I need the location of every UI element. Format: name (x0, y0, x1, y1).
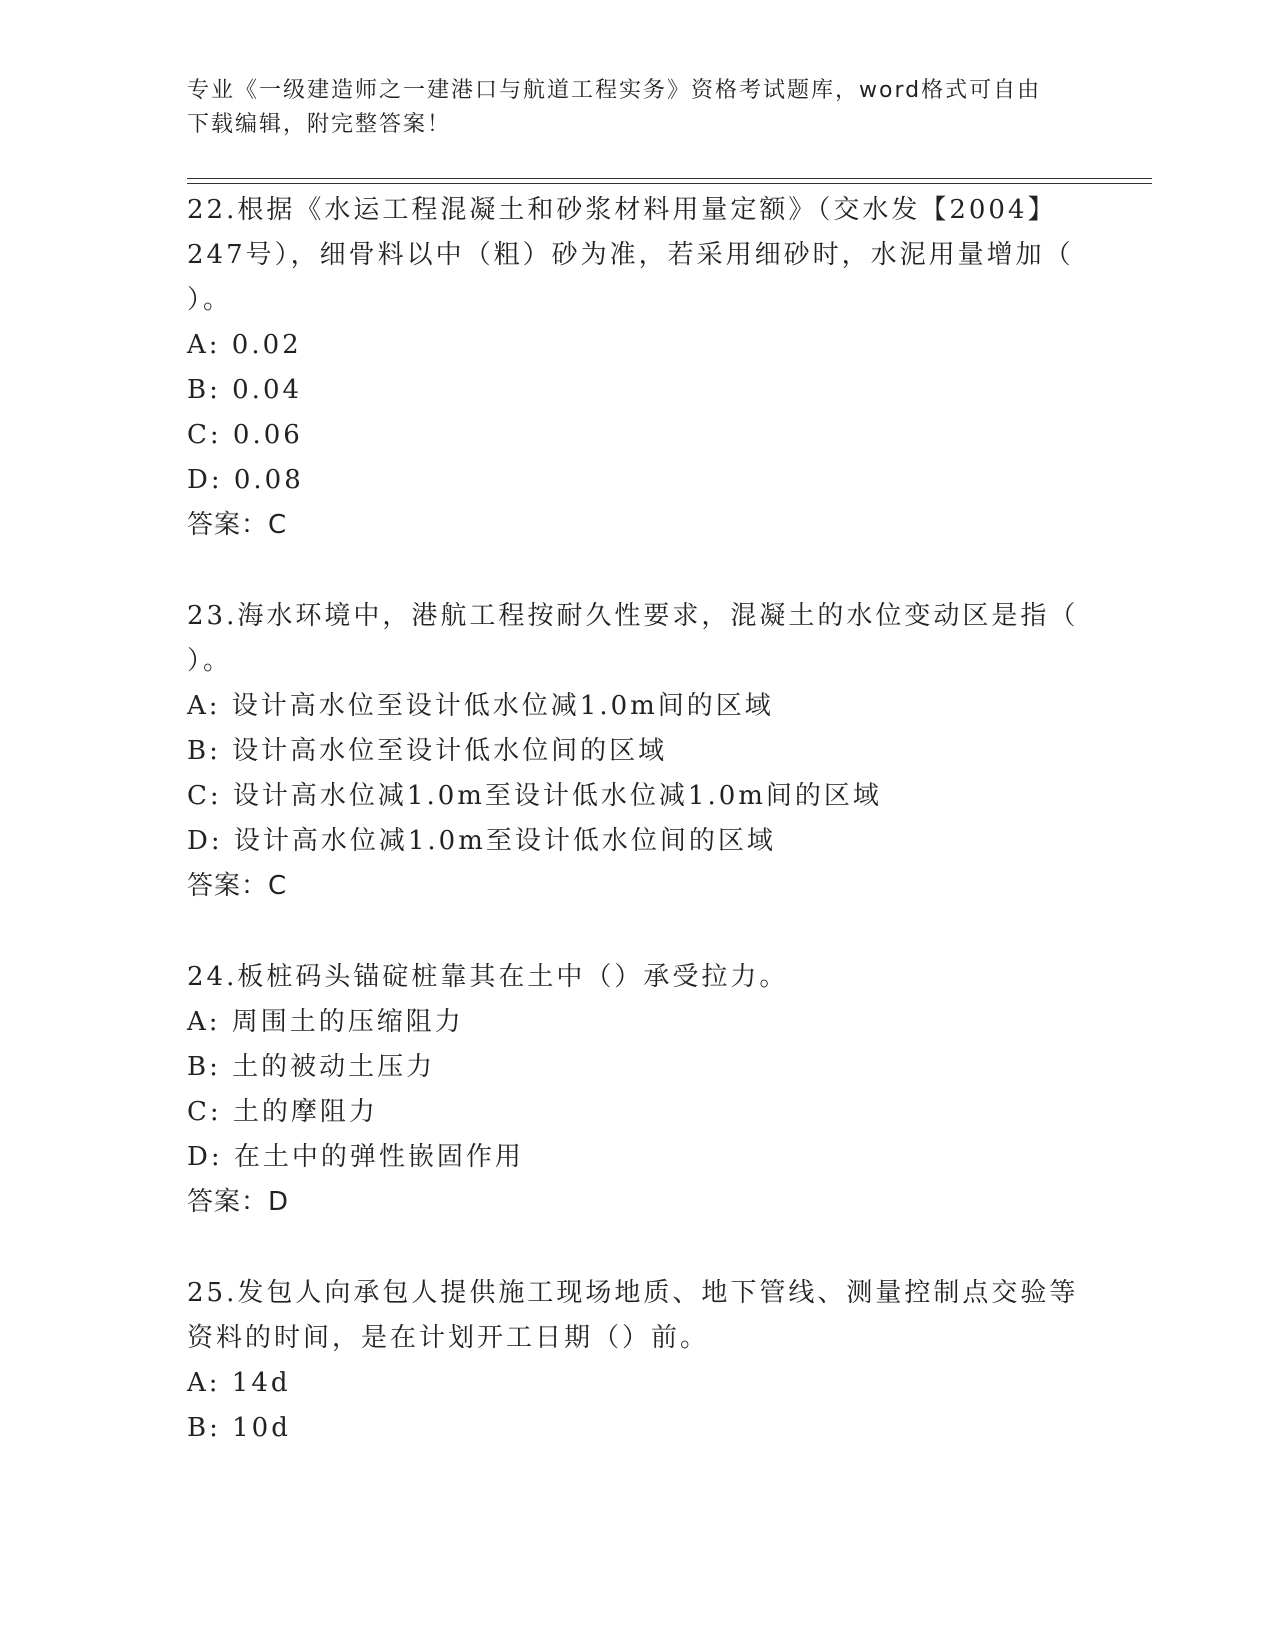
q23-answer: 答案：C (187, 871, 288, 901)
q22-option-c: C: 0.06 (187, 420, 303, 450)
header-divider-bottom (187, 183, 1152, 184)
q24-option-d: D: 在土中的弹性嵌固作用 (187, 1142, 524, 1172)
q23-option-d: D: 设计高水位减1.0m至设计低水位间的区域 (187, 826, 776, 856)
q22-stem-line-2: 247号），细骨料以中（粗）砂为准，若采用细砂时，水泥用量增加（ (187, 240, 1074, 270)
q24-answer: 答案：D (187, 1187, 290, 1217)
q22-option-a: A: 0.02 (187, 330, 302, 360)
q24-option-a: A: 周围土的压缩阻力 (187, 1007, 464, 1037)
q23-stem-line-1: 23.海水环境中，港航工程按耐久性要求，混凝土的水位变动区是指（ (187, 601, 1079, 631)
q22-stem-line-3: ）。 (187, 285, 233, 315)
q25-stem-line-1: 25.发包人向承包人提供施工现场地质、地下管线、测量控制点交验等 (187, 1278, 1079, 1308)
q25-option-a: A: 14d (187, 1368, 291, 1398)
q23-stem-line-2: ）。 (187, 646, 233, 676)
q24-option-b: B: 土的被动土压力 (187, 1052, 436, 1082)
q25-option-b: B: 10d (187, 1413, 291, 1443)
q22-stem-line-1: 22.根据《水运工程混凝土和砂浆材料用量定额》（交水发【2004】 (187, 195, 1057, 225)
header-line-2: 下载编辑，附完整答案！ (187, 112, 452, 137)
q24-option-c: C: 土的摩阻力 (187, 1097, 378, 1127)
q22-option-d: D: 0.08 (187, 465, 304, 495)
q25-stem-line-2: 资料的时间，是在计划开工日期（）前。 (187, 1323, 710, 1353)
header-divider-top (187, 178, 1152, 179)
q23-option-a: A: 设计高水位至设计低水位减1.0m间的区域 (187, 691, 774, 721)
q23-option-b: B: 设计高水位至设计低水位间的区域 (187, 736, 668, 766)
q22-answer: 答案：C (187, 510, 288, 540)
document-header (187, 74, 1067, 142)
q24-stem-line-1: 24.板桩码头锚碇桩靠其在土中（）承受拉力。 (187, 962, 789, 992)
header-line-1: 专业《一级建造师之一建港口与航道工程实务》资格考试题库，word格式可自由 (187, 78, 1042, 103)
q22-option-b: B: 0.04 (187, 375, 303, 405)
q23-option-c: C: 设计高水位减1.0m至设计低水位减1.0m间的区域 (187, 781, 882, 811)
